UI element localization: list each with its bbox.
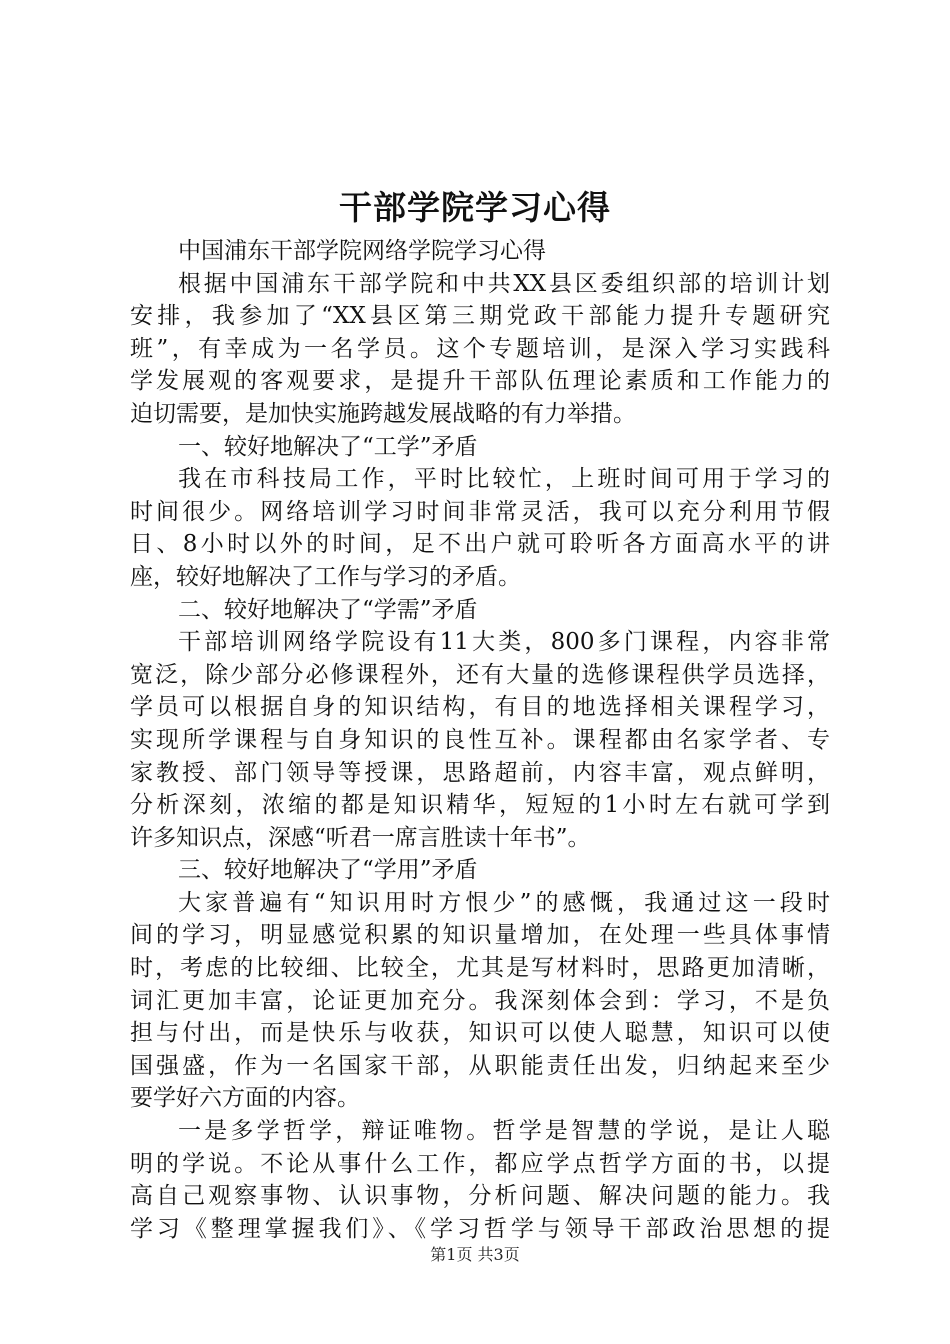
body-line: 要学好六方面的内容。 (130, 1085, 360, 1112)
body-line: 安排，我参加了“XX县区第三期党政干部能力提升专题研究 (130, 303, 830, 330)
body-line: 实现所学课程与自身知识的良性互补。课程都由名家学者、专 (130, 726, 830, 753)
document-title: 干部学院学习心得 (339, 188, 611, 227)
body-line: 我在市科技局工作，平时比较忙，上班时间可用于学习的 (178, 466, 830, 493)
body-line: 中国浦东干部学院网络学院学习心得 (178, 238, 546, 264)
body-line: 分析深刻，浓缩的都是知识精华，短短的1小时左右就可学到 (130, 792, 830, 819)
body-line: 许多知识点，深感“听君一席言胜读十年书”。 (130, 824, 591, 851)
body-line: 时间很少。网络培训学习时间非常灵活，我可以充分利用节假 (130, 498, 830, 525)
body-line: 词汇更加丰富，论证更加充分。我深刻体会到：学习，不是负 (130, 987, 830, 1014)
body-line: 高自己观察事物、认识事物，分析问题、解决问题的能力。我 (130, 1183, 830, 1210)
body-line: 干部培训网络学院设有11大类，800多门课程，内容非常 (178, 629, 830, 656)
body-line: 根据中国浦东干部学院和中共XX县区委组织部的培训计划 (178, 270, 830, 297)
body-line: 座，较好地解决了工作与学习的矛盾。 (130, 563, 521, 590)
body-line: 担与付出，而是快乐与收获，知识可以使人聪慧，知识可以使 (130, 1020, 830, 1047)
body-line: 时，考虑的比较细、比较全，尤其是写材料时，思路更加清晰， (130, 955, 830, 982)
body-line: 三、较好地解决了“学用”矛盾 (178, 857, 478, 884)
page-footer: 第1页 共3页 (430, 1245, 520, 1264)
body-line: 间的学习，明显感觉积累的知识量增加，在处理一些具体事情 (130, 922, 830, 949)
body-line: 学习《整理掌握我们》、《学习哲学与领导干部政治思想的提 (130, 1215, 830, 1242)
body-line: 国强盛，作为一名国家干部，从职能责任出发，归纳起来至少 (130, 1052, 830, 1079)
body-line: 学发展观的客观要求，是提升干部队伍理论素质和工作能力的 (130, 368, 830, 395)
body-line: 二、较好地解决了“学需”矛盾 (178, 596, 478, 623)
body-line: 宽泛，除少部分必修课程外，还有大量的选修课程供学员选择， (130, 661, 830, 688)
body-line: 家教授、部门领导等授课，思路超前，内容丰富，观点鲜明， (130, 759, 830, 786)
body-line: 日、8小时以外的时间，足不出户就可聆听各方面高水平的讲 (130, 531, 830, 558)
body-line: 一是多学哲学，辩证唯物。哲学是智慧的学说，是让人聪 (178, 1118, 830, 1145)
body-line: 学员可以根据自身的知识结构，有目的地选择相关课程学习， (130, 694, 830, 721)
body-line: 一、较好地解决了“工学”矛盾 (178, 433, 478, 460)
body-line: 大家普遍有“知识用时方恨少”的感慨，我通过这一段时 (178, 889, 830, 916)
body-line: 迫切需要，是加快实施跨越发展战略的有力举措。 (130, 400, 636, 427)
document-body (130, 235, 830, 1245)
body-line: 明的学说。不论从事什么工作，都应学点哲学方面的书，以提 (130, 1150, 830, 1177)
body-line: 班”，有幸成为一名学员。这个专题培训，是深入学习实践科 (130, 335, 830, 362)
